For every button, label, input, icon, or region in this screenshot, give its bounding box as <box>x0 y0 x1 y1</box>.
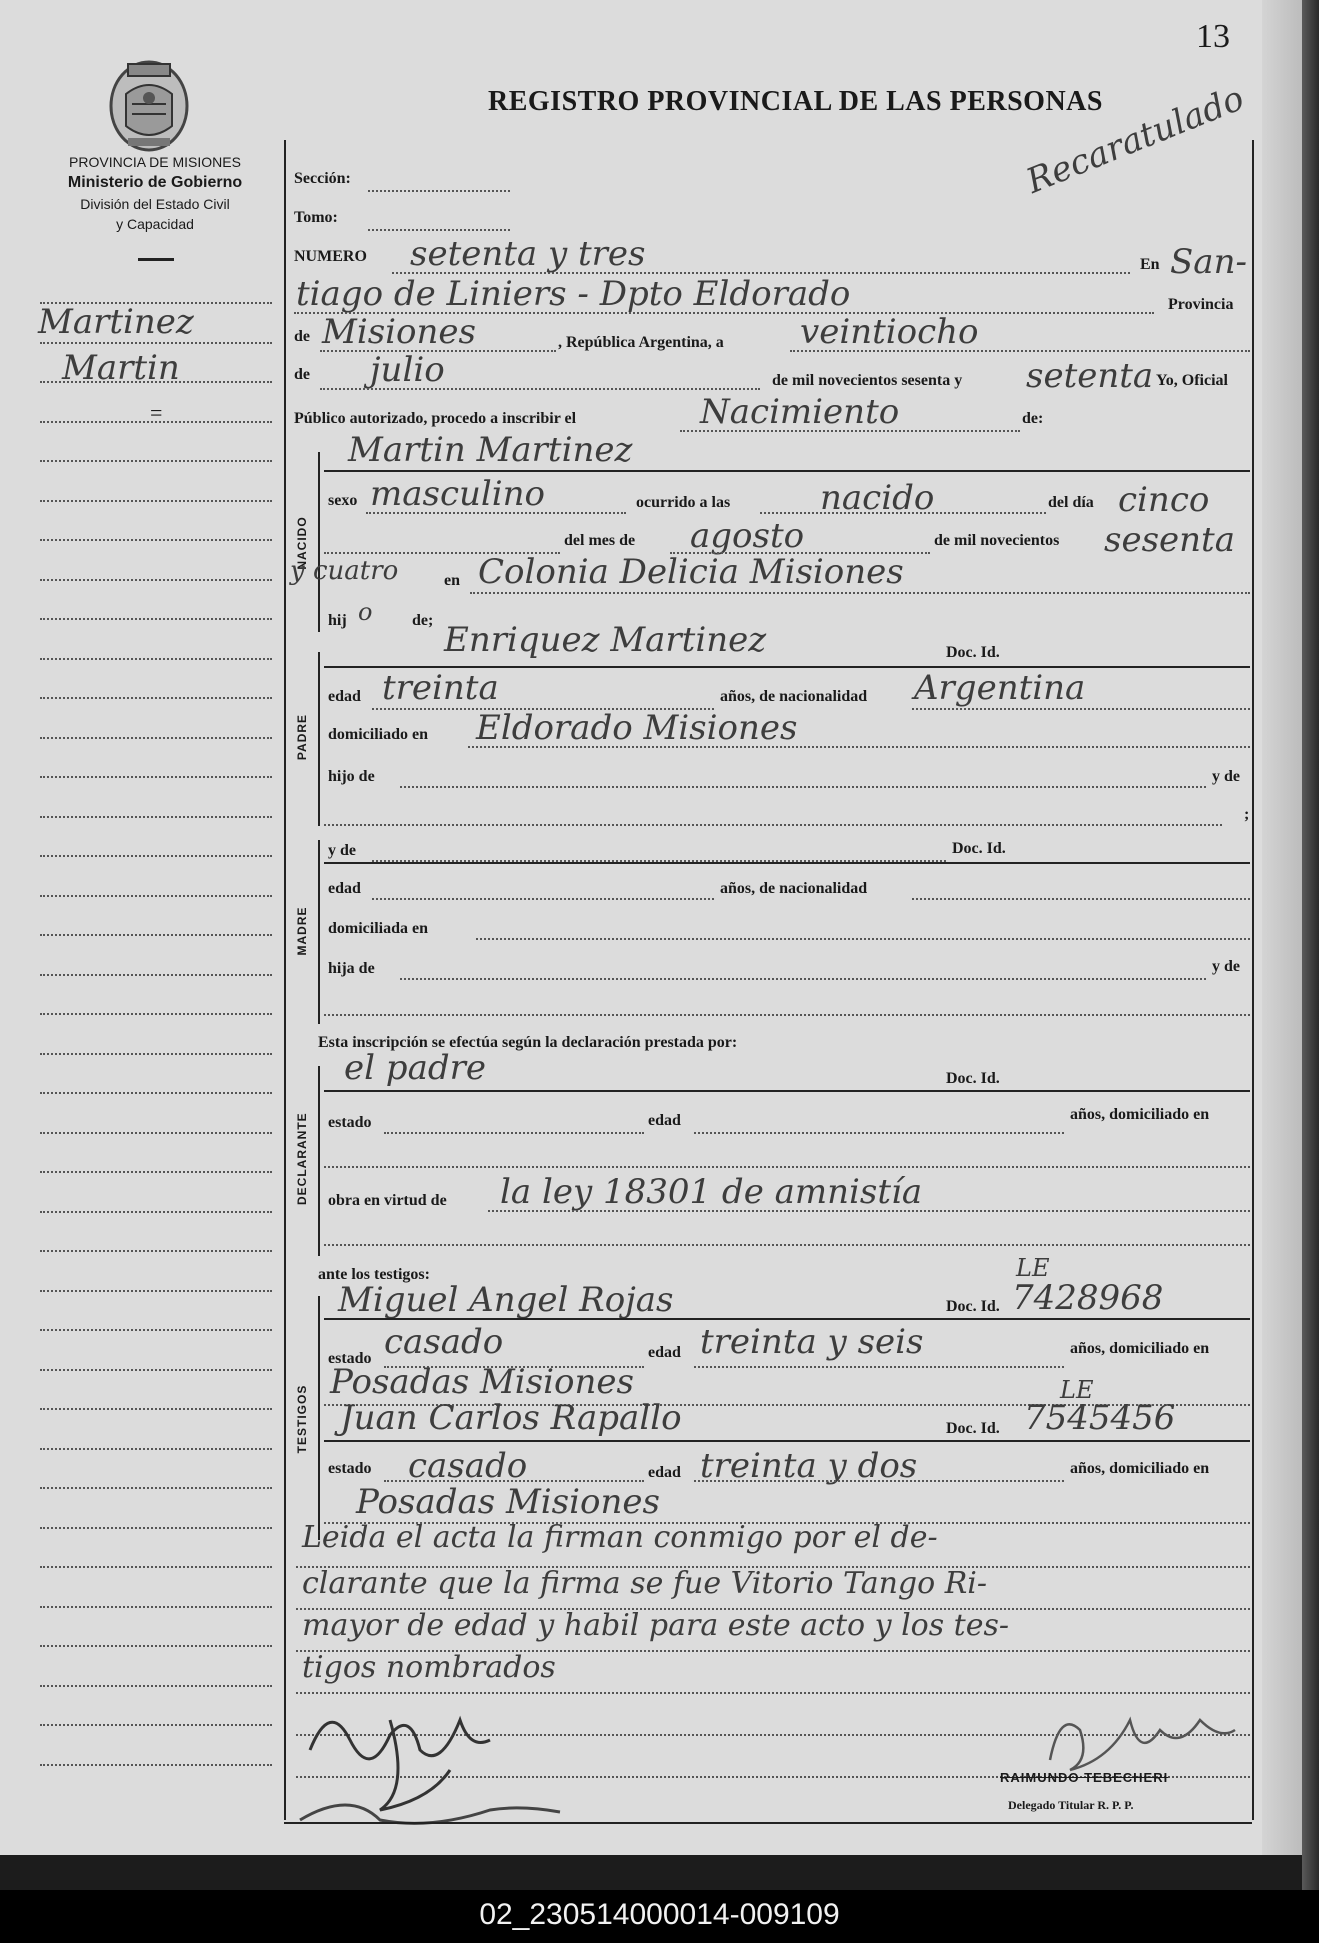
testigo1-doc-value: 7428968 <box>1012 1278 1164 1318</box>
margin-line <box>40 776 272 778</box>
margin-line <box>40 855 272 857</box>
madre-hija-label: hija de <box>328 960 375 977</box>
madre-nac-label: años, de nacionalidad <box>720 880 868 897</box>
capacity-heading: y Capacidad <box>116 216 194 232</box>
month-value: julio <box>370 350 445 390</box>
page-shadow <box>1262 0 1302 1855</box>
padre-dom-value: Eldorado Misiones <box>476 708 798 748</box>
margin-line <box>40 1329 272 1331</box>
en-value: San- <box>1170 242 1247 282</box>
margin-line <box>40 1132 272 1134</box>
declarante-signature-icon <box>290 1680 610 1840</box>
hora-value: nacido <box>820 478 935 518</box>
de-label: de <box>294 328 310 345</box>
main-left-border <box>284 140 286 1820</box>
recaratulado-stamp: Recaratulado <box>1020 78 1250 202</box>
seccion-field[interactable] <box>368 190 510 192</box>
closing-line-4: tigos nombrados <box>302 1650 556 1685</box>
padre-hijo-field[interactable] <box>400 786 1206 788</box>
closing-line-2: clarante que la firma se fue Vitorio Tango Ri- <box>302 1566 988 1601</box>
book-binding <box>1302 0 1319 1890</box>
margin-line <box>40 1487 272 1489</box>
margin-line <box>40 658 272 660</box>
testigo1-edad-field[interactable] <box>694 1366 1064 1368</box>
testigos-section-label: TESTIGOS <box>295 1384 309 1454</box>
yo-label: Yo, Oficial <box>1156 372 1228 389</box>
main-right-border <box>1252 140 1254 1820</box>
testigo2-doc-label: Doc. Id. <box>946 1420 1000 1437</box>
madre-hija-field[interactable] <box>400 978 1206 980</box>
anio-value-cont: y cuatro <box>290 556 399 586</box>
page-number: 13 <box>1196 18 1230 55</box>
tomo-label: Tomo: <box>294 209 338 226</box>
page-title: REGISTRO PROVINCIAL DE LAS PERSONAS <box>488 86 1103 117</box>
place-value: tiago de Liniers - Dpto Eldorado <box>296 274 851 314</box>
padre-name-value: Enriquez Martinez <box>444 620 767 660</box>
testigo1-estado-label: estado <box>328 1350 372 1367</box>
margin-line <box>40 1448 272 1450</box>
obra-field[interactable] <box>488 1210 1250 1212</box>
margin-mark: = <box>150 400 163 425</box>
declarante-section-label: DECLARANTE <box>295 1112 309 1205</box>
nacido-name-line <box>324 470 1250 472</box>
margin-line <box>40 500 272 502</box>
margin-line <box>40 1408 272 1410</box>
testigo2-doc-value: 7545456 <box>1024 1398 1176 1438</box>
madre-name-line <box>324 862 1250 864</box>
month-field[interactable] <box>320 388 760 390</box>
margin-line <box>40 1013 272 1015</box>
margin-line <box>40 1053 272 1055</box>
margin-line <box>40 579 272 581</box>
testigo2-edad-value: treinta y dos <box>700 1446 918 1486</box>
act-field[interactable] <box>680 430 1020 432</box>
margin-line <box>40 1092 272 1094</box>
numero-label: NUMERO <box>294 248 367 265</box>
madre-yde2-label: y de <box>1212 958 1240 975</box>
margin-line <box>40 618 272 620</box>
province-value: Misiones <box>322 312 476 352</box>
provincia-label: Provincia <box>1168 296 1234 313</box>
year-value: setenta <box>1026 356 1154 396</box>
testigo2-dom-label: años, domiciliado en <box>1070 1460 1210 1477</box>
padre-nac-label: años, de nacionalidad <box>720 688 868 705</box>
testigos-bracket <box>318 1296 320 1540</box>
de2-label: de <box>294 366 310 383</box>
province-heading: PROVINCIA DE MISIONES <box>69 154 241 170</box>
padre-nac-field[interactable] <box>912 708 1250 710</box>
padre-dom-field[interactable] <box>468 746 1250 748</box>
padre-doc-label: Doc. Id. <box>946 644 1000 661</box>
madre-section-label: MADRE <box>295 906 309 956</box>
declarante-name-line <box>324 1090 1250 1092</box>
obra-field-2[interactable] <box>324 1244 1250 1246</box>
declarante-bracket <box>318 1066 320 1256</box>
declarante-name-value: el padre <box>344 1048 486 1088</box>
padre-dom-label: domiciliado en <box>328 726 429 743</box>
sexo-field[interactable] <box>366 512 626 514</box>
madre-dom-label: domiciliada en <box>328 920 429 937</box>
margin-line <box>40 1606 272 1608</box>
closing-line-3: mayor de edad y habil para este acto y los tes- <box>302 1608 1010 1643</box>
madre-edad-field[interactable] <box>372 898 714 900</box>
margin-line <box>40 1290 272 1292</box>
testigo2-doc-prefix: LE <box>1060 1376 1094 1404</box>
padre-section-label: PADRE <box>295 713 309 761</box>
side-divider <box>138 258 174 261</box>
padre-nac-value: Argentina <box>914 668 1086 708</box>
margin-line <box>40 816 272 818</box>
lugar-field[interactable] <box>470 592 1250 594</box>
anio-value: sesenta <box>1104 520 1235 560</box>
margin-line <box>40 895 272 897</box>
division-heading: División del Estado Civil <box>80 196 230 212</box>
numero-value: setenta y tres <box>410 234 646 274</box>
padre-edad-label: edad <box>328 688 361 705</box>
testigo2-name-value: Juan Carlos Rapallo <box>340 1398 682 1438</box>
hora-label: ocurrido a las <box>636 494 731 511</box>
obra-value: la ley 18301 de amnistía <box>500 1172 923 1212</box>
margin-line <box>40 974 272 976</box>
nacido-name-value: Martin Martinez <box>348 430 633 470</box>
madre-dom-field[interactable] <box>476 938 1250 940</box>
margin-line <box>40 697 272 699</box>
padre-semicolon: ; <box>1244 806 1250 823</box>
mes-value: agosto <box>690 516 805 556</box>
nacido-section-label: NACIDO <box>295 516 309 570</box>
testigo1-edad-label: edad <box>648 1344 681 1361</box>
declarante-dom-label: años, domiciliado en <box>1070 1106 1210 1123</box>
testigo1-dom-label: años, domiciliado en <box>1070 1340 1210 1357</box>
testigo1-edad-value: treinta y seis <box>700 1322 924 1362</box>
sexo-value: masculino <box>370 474 546 514</box>
declarante-intro: Esta inscripción se efectúa según la declaración prestada por: <box>318 1034 738 1051</box>
madre-doc-label: Doc. Id. <box>952 840 1006 857</box>
anio-label: de mil novecientos <box>934 532 1060 549</box>
madre-bracket <box>318 840 320 1024</box>
testigo1-estado-value: casado <box>384 1322 504 1362</box>
declarante-edad-field[interactable] <box>694 1132 1064 1134</box>
official-name: RAIMUNDO TEBECHERI <box>1000 1770 1169 1785</box>
day-value: veintiocho <box>800 312 979 352</box>
margin-line <box>40 1685 272 1687</box>
margin-line <box>40 934 272 936</box>
mes-label: del mes de <box>564 532 636 549</box>
margin-line <box>40 1724 272 1726</box>
margin-line <box>40 1250 272 1252</box>
padre-edad-value: treinta <box>382 668 499 708</box>
declarante-edad-label: edad <box>648 1112 681 1129</box>
padre-yde-label: y de <box>1212 768 1240 785</box>
testigo2-edad-label: edad <box>648 1464 681 1481</box>
declarante-doc-label: Doc. Id. <box>946 1070 1000 1087</box>
testigos-intro: ante los testigos: <box>318 1266 430 1283</box>
dia-label: del día <box>1048 494 1094 511</box>
margin-line <box>40 1645 272 1647</box>
publico-label: Público autorizado, procedo a inscribir el <box>294 410 577 427</box>
margin-line <box>40 1369 272 1371</box>
declarante-estado-field[interactable] <box>384 1132 644 1134</box>
testigo1-name-value: Miguel Angel Rojas <box>338 1280 674 1320</box>
bottom-rule <box>284 1822 1252 1824</box>
madre-nac-field[interactable] <box>912 898 1250 900</box>
margin-line <box>40 539 272 541</box>
official-title: Delegado Titular R. P. P. <box>1008 1798 1134 1812</box>
tomo-field[interactable] <box>368 229 510 231</box>
provincial-seal-icon <box>106 54 192 154</box>
hij-de-label: de; <box>412 612 434 629</box>
seccion-label: Sección: <box>294 170 351 187</box>
testigo2-estado-label: estado <box>328 1460 372 1477</box>
madre-edad-label: edad <box>328 880 361 897</box>
padre-hijo-label: hijo de <box>328 768 375 785</box>
padre-hijo-field-2[interactable] <box>324 824 1222 826</box>
file-id: 02_230514000014-009109 <box>479 1898 840 1931</box>
declarante-estado-label: estado <box>328 1114 372 1131</box>
obra-label: obra en virtud de <box>328 1192 447 1209</box>
act-value: Nacimiento <box>700 392 900 432</box>
hij-value: o <box>358 598 373 626</box>
hora-field[interactable] <box>760 512 1046 514</box>
declarante-dom-field[interactable] <box>324 1166 1250 1168</box>
day-field[interactable] <box>790 350 1250 352</box>
margin-line <box>40 460 272 462</box>
padre-bracket <box>318 652 320 826</box>
margin-line <box>40 1566 272 1568</box>
margin-line <box>40 1527 272 1529</box>
closing-line-1: Leida el acta la firman conmigo por el de- <box>302 1520 938 1555</box>
testigo1-dom-value: Posadas Misiones <box>330 1362 634 1402</box>
de3-label: de: <box>1022 410 1044 427</box>
margin-surname: Martinez <box>38 302 194 342</box>
testigo1-doc-label: Doc. Id. <box>946 1298 1000 1315</box>
nacido-bracket <box>318 452 320 632</box>
madre-hija-field-2[interactable] <box>324 1014 1250 1016</box>
margin-line <box>40 1171 272 1173</box>
margin-line <box>40 1764 272 1766</box>
testigo1-doc-prefix: LE <box>1016 1254 1050 1282</box>
testigo2-name-line <box>324 1440 1250 1442</box>
ministry-heading: Ministerio de Gobierno <box>67 174 243 191</box>
testigo2-edad-field[interactable] <box>694 1480 1064 1482</box>
republica-label: , República Argentina, a <box>558 334 724 351</box>
testigo2-estado-value: casado <box>408 1446 528 1486</box>
testigo1-name-line <box>324 1318 1250 1320</box>
en-label: En <box>1140 256 1160 273</box>
margin-line <box>40 1211 272 1213</box>
lugar-value: Colonia Delicia Misiones <box>478 552 904 592</box>
en-place-label: en <box>444 572 460 589</box>
sexo-label: sexo <box>328 492 358 509</box>
madre-yde-label: y de <box>328 842 356 859</box>
dia-value: cinco <box>1118 480 1210 520</box>
mil-label: de mil novecientos sesenta y <box>772 372 963 389</box>
testigo2-dom-value: Posadas Misiones <box>356 1482 660 1522</box>
margin-line <box>40 737 272 739</box>
margin-name: Martin <box>62 348 180 388</box>
hij-label: hij <box>328 612 347 629</box>
